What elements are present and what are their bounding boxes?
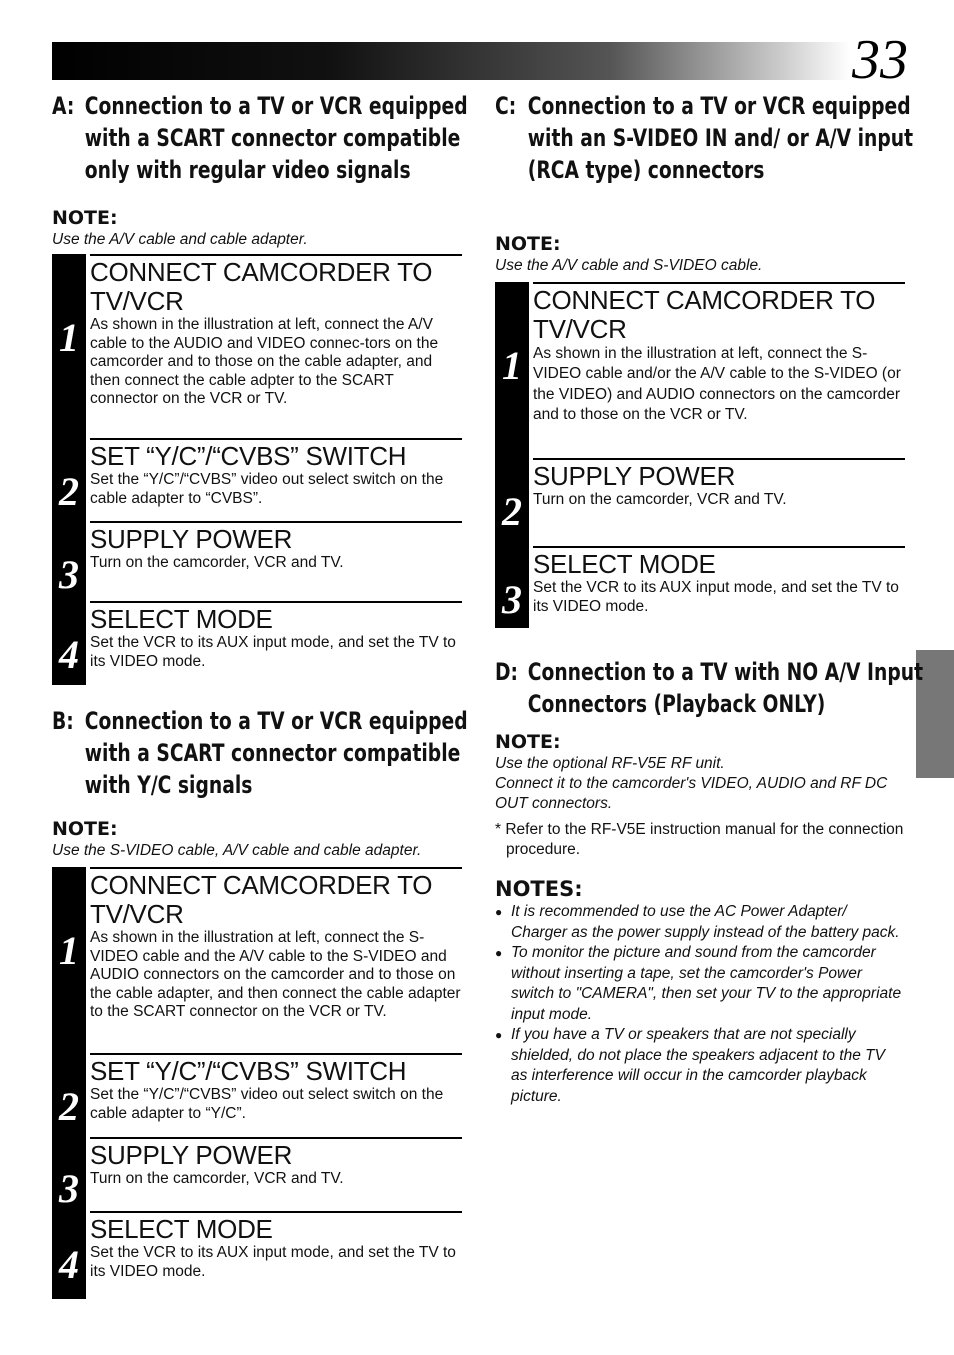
note-text: Use the A/V cable and S-VIDEO cable. (495, 257, 763, 274)
step-number: 1 (59, 928, 79, 973)
step-number: 1 (59, 315, 79, 360)
list-item: ● It is recommended to use the AC Power Adapter/ Charger as the power supply instead of the battery pack. (495, 903, 900, 941)
section-title-text: Connection to a TV or VCR equipped with a SCART connector compatible only with regular video signals (84, 92, 468, 184)
section-letter: B: (52, 707, 74, 735)
step-heading: SUPPLY POWER (90, 1137, 462, 1170)
section-c-title (495, 90, 941, 186)
step (52, 1137, 462, 1211)
step-body: Set the VCR to its AUX input mode, and set the TV to its VIDEO mode. (90, 634, 456, 670)
step-body: Set the “Y/C”/“CVBS” video out select switch on the cable adapter to “CVBS”. (90, 471, 444, 507)
note-label: NOTE: (495, 731, 561, 753)
note-label: NOTE: (495, 233, 561, 255)
note-text: Connect it to the camcorder's VIDEO, AUDIO and RF DC OUT connectors. (495, 775, 888, 812)
note-text: Use the A/V cable and cable adapter. (52, 231, 308, 248)
note-label: NOTE: (52, 207, 118, 229)
step-body: Turn on the camcorder, VCR and TV. (90, 1170, 344, 1187)
step-number: 3 (59, 552, 79, 597)
step-heading: SELECT MODE (90, 601, 462, 634)
step-body: Set the VCR to its AUX input mode, and set the TV to its VIDEO mode. (533, 579, 899, 615)
step-number: 4 (59, 632, 79, 677)
section-a (52, 90, 468, 685)
step-number: 4 (59, 1242, 79, 1287)
step-body: As shown in the illustration at left, connect the A/V cable to the AUDIO and VIDEO connec-tors on the camcorder and to those on the cable adapter, and then connect the cable adpter to the SCART connector on the VCR or TV. (90, 316, 439, 408)
step-body: Turn on the camcorder, VCR and TV. (90, 554, 344, 571)
section-c (495, 90, 914, 628)
refer-text: * Refer to the RF-V5E instruction manual for the connection procedure. (495, 821, 904, 858)
step-number: 2 (502, 489, 522, 534)
step (52, 601, 462, 685)
header-bar (52, 42, 850, 80)
section-b (52, 705, 468, 1299)
step (52, 1211, 462, 1299)
step (52, 254, 462, 438)
page-number: 33 (852, 29, 908, 91)
section-letter: C: (495, 92, 517, 120)
step-number: 2 (59, 469, 79, 514)
step-heading: CONNECT CAMCORDER TO TV/VCR (533, 282, 905, 344)
left-column (52, 90, 468, 1299)
step-body: As shown in the illustration at left, connect the S-VIDEO cable and/or the A/V cable to the S-VIDEO (or the VIDEO) and AUDIO connectors on the camcorder and to those on the VCR or TV. (533, 345, 901, 423)
step-heading: CONNECT CAMCORDER TO TV/VCR (90, 867, 462, 929)
list-item: ● To monitor the picture and sound from the camcorder without inserting a tape, set the camcorder's Power switch to "CAMERA", then set your TV to the appropriate input mode. (495, 944, 902, 1023)
step-body: Set the VCR to its AUX input mode, and set the TV to its VIDEO mode. (90, 1244, 456, 1280)
steps-a (52, 254, 462, 685)
section-title-text: Connection to a TV with NO A/V Input Connectors (Playback ONLY) (527, 658, 924, 718)
section-title-text: Connection to a TV or VCR equipped with an S-VIDEO IN and/ or A/V input (RCA type) connectors (527, 92, 914, 184)
section-d (495, 656, 924, 860)
notes-section (495, 876, 905, 1107)
steps-c (495, 282, 905, 628)
step (495, 282, 905, 458)
step (52, 521, 462, 601)
section-d-title (495, 656, 941, 720)
notes-list (495, 902, 905, 1107)
step-heading: SELECT MODE (533, 546, 905, 579)
step (52, 438, 462, 521)
step-heading: SET “Y/C”/“CVBS” SWITCH (90, 438, 462, 471)
step-heading: CONNECT CAMCORDER TO TV/VCR (90, 254, 462, 316)
step-number: 3 (502, 577, 522, 622)
section-letter: A: (52, 92, 75, 120)
step-number: 1 (502, 343, 522, 388)
step (52, 867, 462, 1053)
section-title-text: Connection to a TV or VCR equipped with a SCART connector compatible with Y/C signals (84, 707, 468, 799)
step-heading: SUPPLY POWER (533, 458, 905, 491)
step-body: Set the “Y/C”/“CVBS” video out select switch on the cable adapter to “Y/C”. (90, 1086, 444, 1122)
note-text: Use the S-VIDEO cable, A/V cable and cable adapter. (52, 842, 422, 859)
bullet-icon: ● (495, 905, 503, 919)
section-a-title (52, 90, 506, 186)
section-letter: D: (495, 658, 519, 686)
step-number: 3 (59, 1166, 79, 1211)
right-column (495, 90, 924, 1107)
step (52, 1053, 462, 1137)
step (495, 458, 905, 546)
note-label: NOTE: (52, 818, 118, 840)
step-body: Turn on the camcorder, VCR and TV. (533, 491, 787, 508)
step-heading: SUPPLY POWER (90, 521, 462, 554)
note-text: Use the optional RF-V5E RF unit. (495, 755, 725, 772)
step-heading: SET “Y/C”/“CVBS” SWITCH (90, 1053, 462, 1086)
step-body: As shown in the illustration at left, connect the S-VIDEO cable and the A/V cable to the S-VIDEO and AUDIO connectors on the camcorder and to those on the cable adapter, and then connect the cable adapter to the SCART connector on the VCR or TV. (90, 929, 461, 1021)
steps-b (52, 867, 462, 1299)
bullet-icon: ● (495, 946, 503, 960)
step (495, 546, 905, 628)
bullet-icon: ● (495, 1028, 503, 1042)
step-number: 2 (59, 1084, 79, 1129)
list-item: ● If you have a TV or speakers that are not specially shielded, do not place the speakers adjacent to the TV as interference will occur in the camcorder playback picture. (495, 1026, 885, 1105)
step-heading: SELECT MODE (90, 1211, 462, 1244)
section-b-title (52, 705, 506, 801)
notes-label: NOTES: (495, 877, 583, 901)
